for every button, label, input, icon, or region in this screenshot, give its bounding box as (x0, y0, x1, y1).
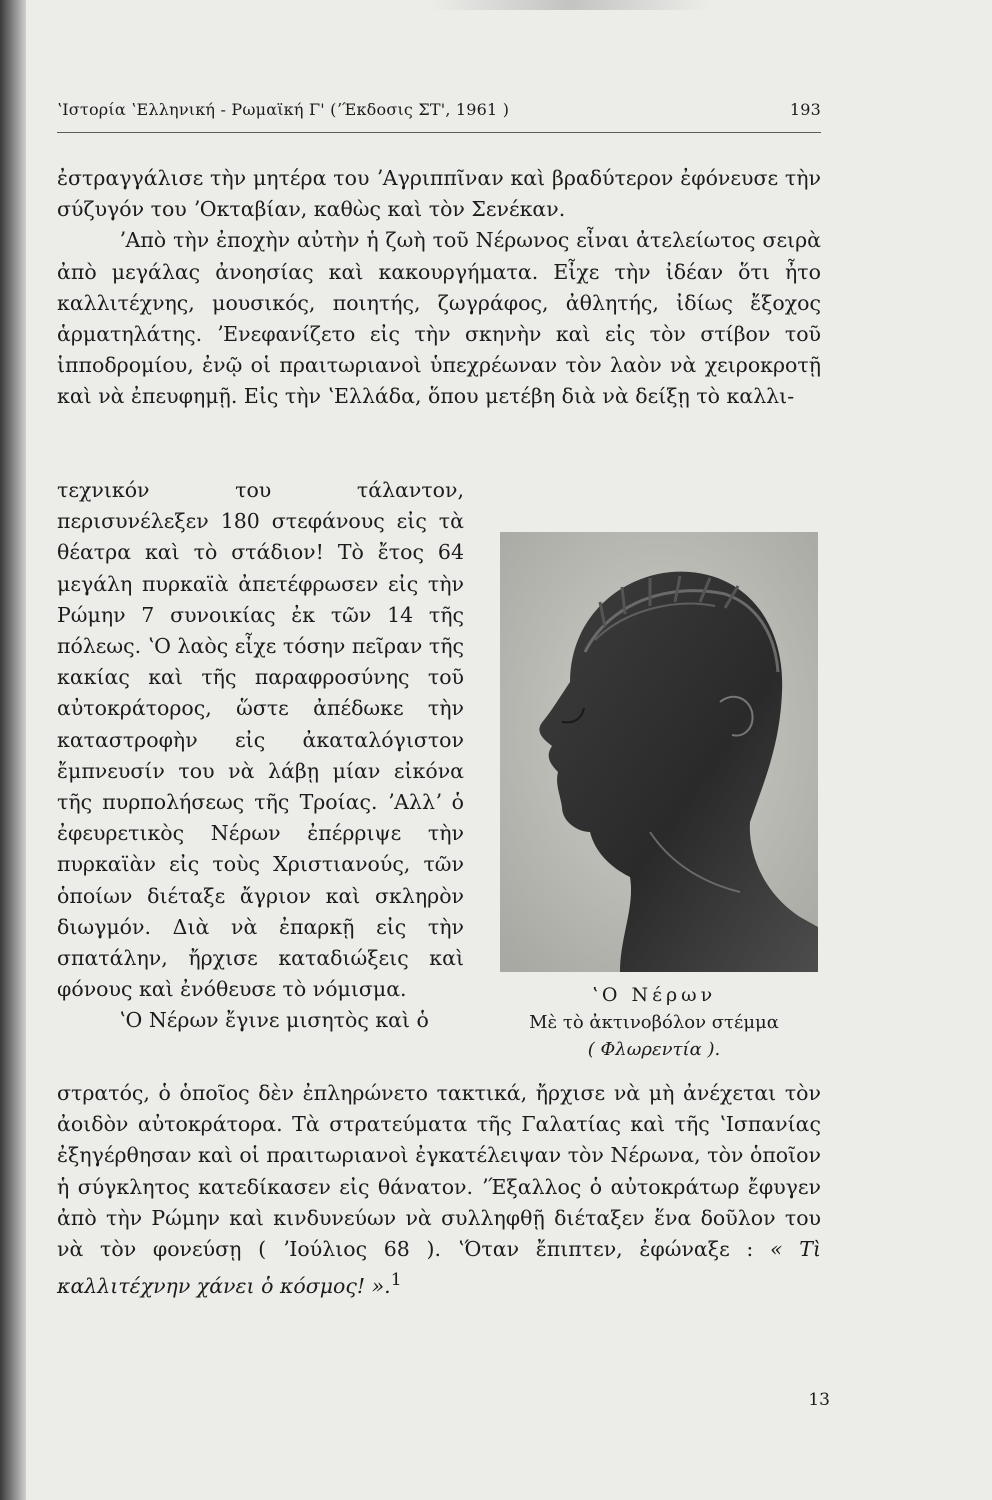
paragraph-3-text: στρατός, ὁ ὁποῖος δὲν ἐπληρώνετο τακτικά, ἤρχισε νὰ μὴ ἀνέχεται τὸν ἀοιδὸν αὐτοκράτορα. Τὰ στρατεύματα τῆς Γαλατίας καὶ τῆς ʽΙσπανίας ἐξηγέρθησαν καὶ οἱ πραιτωριανοὶ ἐγκατέλειψαν τὸν Νέρωνα, τὸν ὁποῖον ἡ σύγκλητος κατεδίκασεν εἰς θάνατον. ʼΈξαλλος ὁ αὐτοκράτωρ ἔφυγεν ἀπὸ τὴν Ρώμην καὶ κινδυνεύων νὰ συλληφθῇ διέταξεν ἕνα δοῦλον του νὰ τὸν φονεύσῃ ( ʼΙούλιος 68 ). ʽΌταν ἔπιπτεν, ἐφώναξε : (57, 1081, 821, 1262)
scan-smudge (430, 0, 710, 10)
text-block-bottom (57, 1078, 821, 1302)
figure-caption (470, 982, 838, 1063)
text-block-top (57, 163, 821, 413)
nero-portrait-figure (500, 532, 818, 972)
footnote-mark: 1 (390, 1270, 402, 1291)
caption-description: Μὲ τὸ ἀκτινοβόλον στέμμα (529, 1012, 779, 1033)
nero-portrait-image (500, 532, 818, 972)
paragraph-2-top: ʼΑπὸ τὴν ἐποχὴν αὐτὴν ἡ ζωὴ τοῦ Νέρωνος εἶναι ἀτελείωτος σειρὰ ἀπὸ μεγάλας ἀνοησίας καὶ κακουργήματα. Εἶχε τὴν ἰδέαν ὅτι ἦτο καλλιτέχνης, μουσικός, ποιητής, ζωγράφος, ἀθλητής, ἰδίως ἔξοχος ἁρματηλάτης. ʼΕνεφανίζετο εἰς τὴν σκηνὴν καὶ εἰς τὸν στίβον τοῦ ἱπποδρομίου, ἐνῷ οἱ πραιτωριανοὶ ὑπεχρέωναν τὸν λαὸν νὰ χειροκροτῇ καὶ νὰ ἐπευφημῇ. Εἰς τὴν ʽΕλλάδα, ὅπου μετέβη διὰ νὰ δείξῃ τὸ καλλι- (57, 228, 821, 409)
paragraph-2-column: τεχνικόν του τάλαντον, περισυνέλεξεν 180 στεφάνους εἰς τὰ θέατρα καὶ τὸ στάδιον! Τὸ ἔτος 64 μεγάλη πυρκαϊὰ ἀπετέφρωσεν εἰς τὴν Ρώμην 7 συνοικίας ἐκ τῶν 14 τῆς πόλεως. ʽΟ λαὸς εἶχε τόσην πεῖραν τῆς κακίας καὶ τῆς παραφροσύνης τοῦ αὐτοκράτορος, ὥστε ἀπέδωκε τὴν καταστροφὴν εἰς ἀκαταλόγιστον ἔμπνευσίν του νὰ λάβῃ μίαν εἰκόνα τῆς πυρπολήσεως τῆς Τροίας. ʼΑλλʼ ὁ ἐφευρετικὸς Νέρων ἐπέρριψε τὴν πυρκαϊὰν εἰς τοὺς Χριστιανούς, τῶν ὁποίων διέταξε ἄγριον καὶ σκληρὸν διωγμόν. Διὰ νὰ ἐπαρκῇ εἰς τὴν σπατάλην, ἤρχισε καταδιώξεις καὶ φόνους καὶ ἐνόθευσε τὸ νόμισμα. (57, 478, 464, 1002)
paragraph-3-rest (57, 1078, 821, 1302)
nero-quote: « Τὶ καλλιτέχνην χάνει ὁ κόσμος! ». (57, 1237, 821, 1299)
running-title: ʽΙστορία ʽΕλληνική - Ρωμαϊκή Γ' (ʼΈκδοσις ΣΤ', 1961 ) (57, 100, 510, 119)
header-rule (57, 132, 821, 133)
page-number: 193 (789, 100, 821, 119)
running-header (57, 100, 821, 119)
signature-number: 13 (808, 1390, 830, 1410)
caption-title: ʽΟ Νέρων (591, 984, 717, 1006)
caption-place: ( Φλωρεντία ). (587, 1039, 721, 1060)
paragraph-3-column: ʽΟ Νέρων ἔγινε μισητὸς καὶ ὁ (119, 1008, 429, 1033)
paragraph-1: ἐστραγγάλισε τὴν μητέρα του ʼΑγριππῖναν καὶ βραδύτερον ἐφόνευσε τὴν σύζυγόν του ʼΟκταβίαν, καθὼς καὶ τὸν Σενέκαν. (57, 166, 821, 222)
book-spine-shadow (0, 0, 26, 1500)
text-block-column (57, 475, 464, 1037)
